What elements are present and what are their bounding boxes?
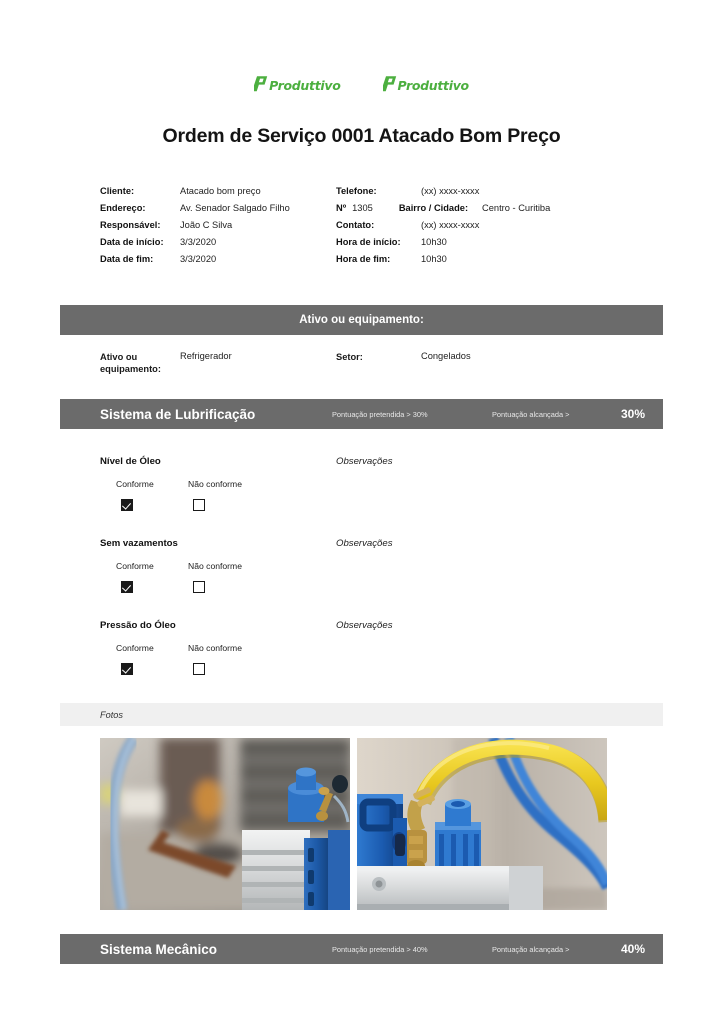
produttivo-logo-2 — [383, 75, 469, 97]
achieved-score-label: Pontuação alcançada > — [492, 409, 570, 419]
checklist-item — [0, 538, 723, 593]
info-row-hora-inicio — [336, 237, 636, 254]
checkbox-conforme[interactable] — [121, 499, 133, 511]
checkbox-nao-conforme[interactable] — [193, 581, 205, 593]
info-value: 3/3/2020 — [180, 254, 217, 264]
achieved-score-value: 40% — [620, 942, 645, 956]
info-label: Data de início: — [100, 237, 164, 247]
info-value: (xx) xxxx-xxxx — [421, 186, 480, 196]
info-label-bairro-cidade: Bairro / Cidade: — [398, 203, 469, 213]
order-info-left-column — [100, 186, 336, 271]
achieved-score-label: Pontuação alcançada > — [492, 944, 570, 954]
checklist-item-name: Nível de Óleo — [100, 456, 161, 467]
option-conforme[interactable] — [116, 561, 188, 593]
info-value: João C Silva — [180, 220, 233, 230]
logo-row — [0, 0, 723, 98]
option-nao-conforme[interactable] — [188, 479, 260, 511]
asset-sector-value: Congelados — [421, 351, 471, 361]
info-label: Responsável: — [100, 220, 161, 230]
section-title: Sistema de Lubrificação — [100, 406, 256, 422]
photo-thumbnail[interactable] — [357, 738, 607, 910]
intended-score-label: Pontuação pretendida > 40% — [332, 944, 428, 954]
info-row-numero-bairro — [336, 203, 636, 220]
checkbox-nao-conforme[interactable] — [193, 663, 205, 675]
info-row-contato — [336, 220, 636, 237]
info-label: Contato: — [336, 220, 375, 230]
produttivo-p-mark-icon — [383, 75, 398, 97]
asset-sector-field — [336, 351, 636, 375]
order-info-right-column — [336, 186, 636, 271]
option-label: Não conforme — [188, 643, 242, 653]
info-value: Atacado bom preço — [180, 186, 261, 196]
photos-row — [100, 738, 723, 910]
info-label: Telefone: — [336, 186, 377, 196]
checklist-item — [0, 456, 723, 511]
option-conforme[interactable] — [116, 643, 188, 675]
info-label: Data de fim: — [100, 254, 154, 264]
option-label: Conforme — [116, 479, 154, 489]
info-label: Hora de fim: — [336, 254, 391, 264]
info-value: Av. Senador Salgado Filho — [180, 203, 290, 213]
info-label-numero: Nº — [336, 203, 347, 213]
info-row-responsavel — [100, 220, 336, 237]
info-row-telefone — [336, 186, 636, 203]
checklist-item-name: Pressão do Óleo — [100, 620, 176, 631]
order-info — [0, 186, 723, 271]
asset-section-banner — [60, 305, 663, 335]
info-value: 10h30 — [421, 254, 447, 264]
photo-thumbnail[interactable] — [100, 738, 350, 910]
page-title: Ordem de Serviço 0001 Atacado Bom Preço — [162, 125, 561, 147]
achieved-score-value: 30% — [620, 407, 645, 421]
option-nao-conforme[interactable] — [188, 561, 260, 593]
info-label: Cliente: — [100, 186, 135, 196]
checkbox-conforme[interactable] — [121, 663, 133, 675]
logo-wordmark: Produttivo — [397, 77, 469, 93]
checkbox-conforme[interactable] — [121, 581, 133, 593]
asset-details — [0, 335, 723, 375]
observations-label: Observações — [336, 620, 393, 631]
info-label: Endereço: — [100, 203, 146, 213]
option-label: Não conforme — [188, 561, 242, 571]
section-header-mechanical — [60, 934, 663, 964]
option-conforme[interactable] — [116, 479, 188, 511]
photos-label: Fotos — [100, 709, 123, 720]
option-label: Conforme — [116, 643, 154, 653]
produttivo-p-mark-icon — [254, 75, 269, 97]
asset-sector-label: Setor: — [336, 352, 363, 362]
observations-label: Observações — [336, 456, 393, 467]
info-row-data-inicio — [100, 237, 336, 254]
checklist-item-name: Sem vazamentos — [100, 538, 178, 549]
intended-score-label: Pontuação pretendida > 30% — [332, 409, 428, 419]
option-label: Não conforme — [188, 479, 242, 489]
info-row-cliente — [100, 186, 336, 203]
checkbox-nao-conforme[interactable] — [193, 499, 205, 511]
section-header-lubrification — [60, 399, 663, 429]
info-row-data-fim — [100, 254, 336, 271]
produttivo-logo-1 — [254, 75, 340, 97]
section-title: Sistema Mecânico — [100, 941, 218, 957]
checklist-item — [0, 620, 723, 675]
info-value: (xx) xxxx-xxxx — [421, 220, 480, 230]
asset-equipment-field — [100, 351, 336, 375]
option-label: Conforme — [116, 561, 154, 571]
option-nao-conforme[interactable] — [188, 643, 260, 675]
info-value-bairro-cidade: Centro - Curitiba — [482, 203, 551, 213]
info-value-numero: 1305 — [352, 203, 373, 213]
asset-equipment-label: Ativo ou equipamento: — [100, 352, 161, 374]
info-value: 10h30 — [421, 237, 447, 247]
asset-banner-title: Ativo ou equipamento: — [299, 314, 424, 326]
logo-wordmark: Produttivo — [269, 77, 341, 93]
asset-equipment-value: Refrigerador — [180, 351, 232, 361]
observations-label: Observações — [336, 538, 393, 549]
info-row-endereco — [100, 203, 336, 220]
photos-band — [60, 703, 663, 726]
info-label: Hora de início: — [336, 237, 401, 247]
info-row-hora-fim — [336, 254, 636, 271]
info-value: 3/3/2020 — [180, 237, 217, 247]
